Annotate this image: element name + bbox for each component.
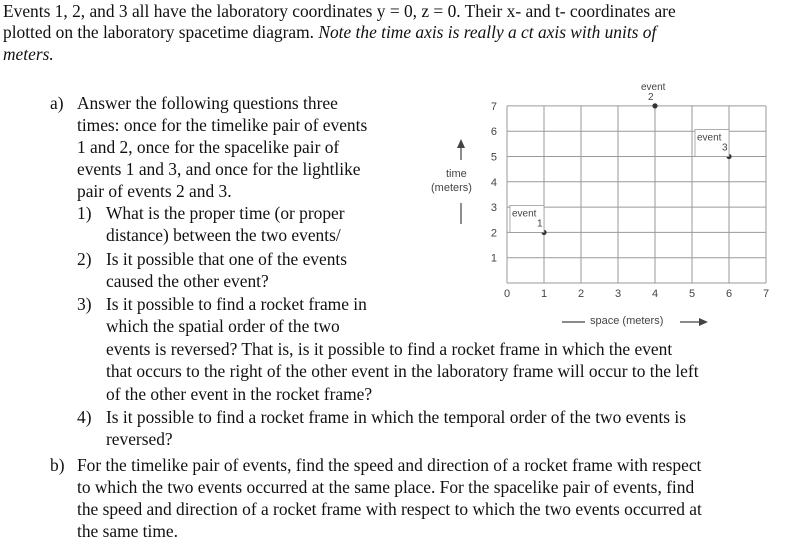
part-a-line: 1 and 2, once for the spacelike pair of bbox=[77, 137, 340, 157]
x-tick-label: 2 bbox=[577, 288, 585, 300]
y-tick-label: 4 bbox=[490, 176, 497, 189]
question-3-number: 3) bbox=[77, 294, 92, 314]
intro-line-1: Events 1, 2, and 3 all have the laboratory coordinates y = 0, z = 0. Their x- and t- coordinates are bbox=[3, 1, 676, 21]
question-4-number: 4) bbox=[77, 407, 92, 427]
part-b-marker: b) bbox=[50, 455, 65, 475]
y-tick-label: 7 bbox=[490, 100, 497, 113]
event-3-number: 3 bbox=[722, 142, 728, 154]
part-b-line: For the timelike pair of events, find the speed and direction of a rocket frame with respect bbox=[77, 455, 702, 475]
y-tick-label: 5 bbox=[490, 151, 497, 164]
event-1-label: event bbox=[512, 208, 537, 220]
intro-line-2-italic: Note the time axis is really a ct axis with units of bbox=[318, 22, 657, 42]
question-2-line: Is it possible that one of the events bbox=[106, 249, 348, 269]
intro-line-3: meters. bbox=[3, 44, 54, 64]
part-a-marker: a) bbox=[50, 93, 64, 113]
space-axis-arrowhead bbox=[699, 318, 708, 326]
time-axis-label-units: (meters) bbox=[431, 182, 472, 194]
event-1-number: 1 bbox=[537, 218, 543, 230]
x-tick-label: 0 bbox=[503, 288, 511, 300]
question-1-line: What is the proper time (or proper bbox=[106, 203, 345, 223]
question-2-number: 2) bbox=[77, 249, 92, 269]
y-tick-label: 6 bbox=[490, 126, 497, 139]
y-tick-label: 1 bbox=[490, 252, 497, 265]
time-axis-arrowhead bbox=[457, 139, 465, 148]
question-1-number: 1) bbox=[77, 203, 92, 223]
question-2-line: caused the other event? bbox=[106, 271, 269, 291]
event-2-point bbox=[652, 103, 657, 108]
event-2-number: 2 bbox=[648, 91, 654, 103]
x-tick-label: 7 bbox=[762, 288, 770, 300]
time-axis-label-word: time bbox=[446, 168, 467, 180]
question-4-line: Is it possible to find a rocket frame in which the temporal order of the two events is bbox=[106, 407, 687, 427]
x-tick-label: 6 bbox=[725, 288, 733, 300]
x-tick-label: 5 bbox=[688, 288, 696, 300]
x-tick-label: 1 bbox=[540, 288, 548, 300]
question-3-line: which the spatial order of the two bbox=[106, 316, 340, 336]
question-3-line: Is it possible to find a rocket frame in bbox=[106, 294, 367, 314]
question-4-line: reversed? bbox=[106, 429, 173, 449]
part-b-line: to which the two events occurred at the same place. For the spacelike pair of events, find bbox=[77, 477, 695, 497]
event-3-label: event bbox=[697, 132, 722, 144]
part-a-line: times: once for the timelike pair of events bbox=[77, 115, 368, 135]
x-tick-label: 3 bbox=[614, 288, 622, 300]
part-b-line: the speed and direction of a rocket frame with respect to which the two events occurred at bbox=[77, 499, 702, 519]
y-tick-label: 2 bbox=[490, 227, 497, 240]
question-3-line: of the other event in the rocket frame? bbox=[106, 384, 373, 404]
question-3-line: events is reversed? That is, is it possible to find a rocket frame in which the event bbox=[106, 339, 673, 359]
part-b-line: the same time. bbox=[77, 521, 178, 541]
question-1-line: distance) between the two events/ bbox=[106, 225, 341, 245]
part-a-line: events 1 and 3, and once for the lightlike bbox=[77, 159, 361, 179]
event-2-label: event bbox=[641, 81, 666, 93]
y-tick-label: 3 bbox=[490, 202, 497, 215]
part-a-line: Answer the following questions three bbox=[77, 93, 338, 113]
intro-line-2-plain: plotted on the laboratory spacetime diagram. bbox=[3, 22, 314, 42]
question-3-line: that occurs to the right of the other event in the laboratory frame will occur to the left bbox=[106, 361, 699, 381]
space-axis-label: space (meters) bbox=[590, 315, 664, 327]
part-a-line: pair of events 2 and 3. bbox=[77, 181, 232, 201]
x-tick-label: 4 bbox=[651, 288, 659, 300]
